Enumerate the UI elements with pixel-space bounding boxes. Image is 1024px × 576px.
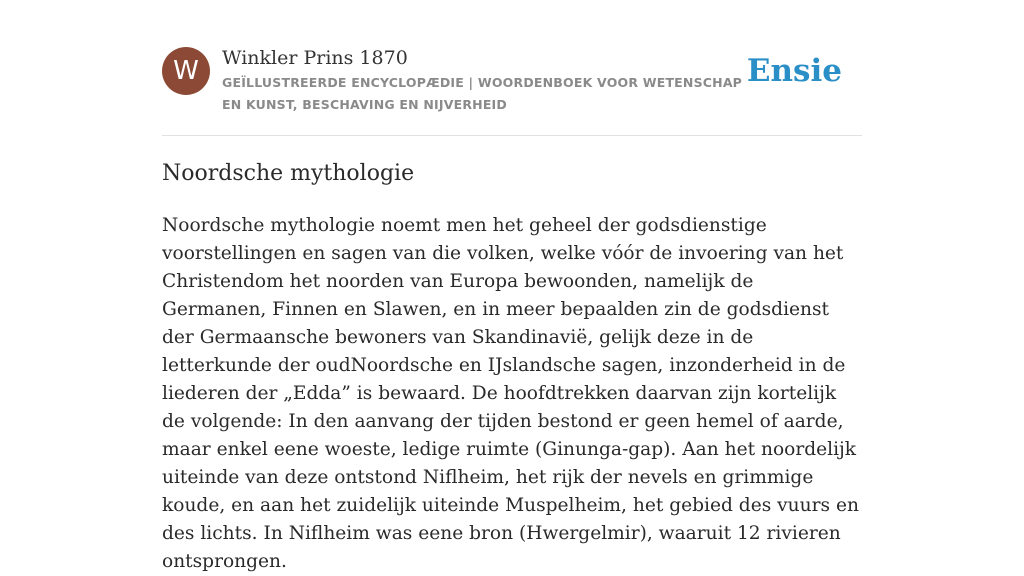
source-subtitle: GEÏLLUSTREERDE ENCYCLOPÆDIE | WOORDENBOEK VOOR WETENSCHAP EN KUNST, BESCHAVING EN NIJVERHEID	[222, 75, 743, 112]
source-title[interactable]: Winkler Prins 1870	[222, 47, 408, 69]
header-divider	[162, 135, 862, 136]
article-title: Noordsche mythologie	[162, 161, 415, 186]
source-avatar[interactable]: W	[162, 47, 210, 95]
brand-logo-link[interactable]: Ensie	[746, 53, 842, 89]
source-header	[162, 46, 862, 136]
article-body: Noordsche mythologie noemt men het geheel der godsdienstige voorstellingen en sagen van die volken, welke vóór de invoering van het Christendom het noorden van Europa bewoonden, namelijk de Germanen, Finnen en Slawen, en in meer bepaalden zin de godsdienst der Germaansche bewoners van Skandinavië, gelijk deze in de letterkunde der oudNoordsche en IJslandsche sagen, inzonderheid in de liederen der „Edda” is bewaard. De hoofdtrekken daarvan zijn kortelijk de volgende: In den aanvang der tijden bestond er geen hemel of aarde, maar enkel eene woeste, ledige ruimte (Ginunga-gap). Aan het noordelijk uiteinde van deze ontstond Niflheim, het rijk der nevels en grimmige koude, en aan het zuidelijk uiteinde Muspelheim, het gebied des vuurs en des lichts. In Niflheim was eene bron (Hwergelmir), waaruit 12 rivieren ontsprongen.	[162, 215, 859, 572]
